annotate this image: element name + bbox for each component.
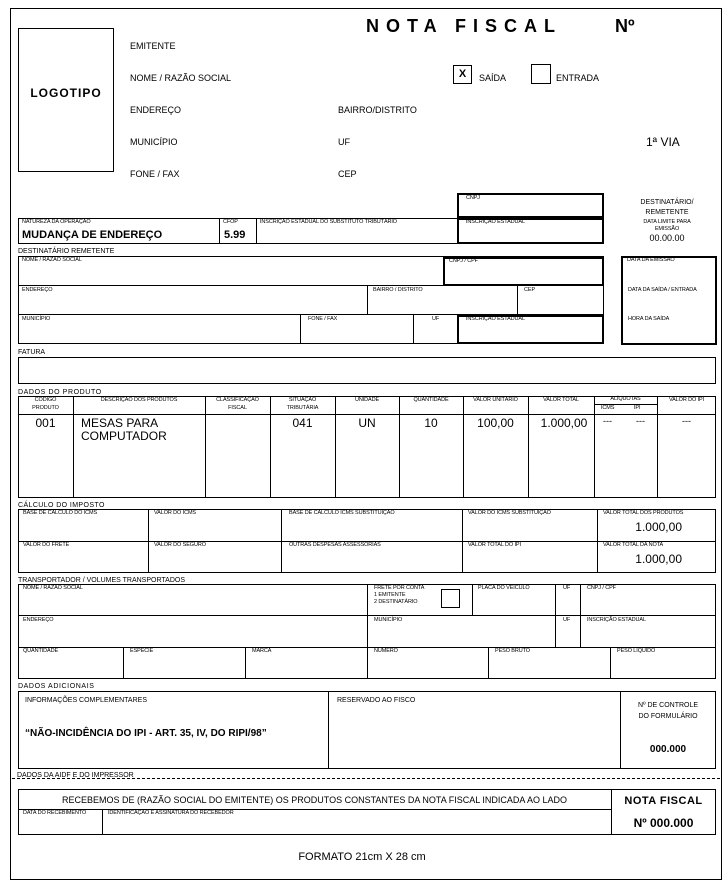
cep-label: CEP	[338, 169, 357, 179]
transp-endereco-label: ENDEREÇO	[23, 617, 54, 623]
data-recebimento-label: DATA DO RECEBIMENTO	[23, 810, 87, 816]
ie-subst-label: INSCRIÇÃO ESTADUAL DO SUBSTITUTO TRIBUTÁRIO	[260, 219, 397, 225]
dest-title-2: REMETENTE	[645, 209, 689, 216]
item-valor-ipi: ---	[682, 416, 691, 426]
col-vunit-h: VALOR UNITÁRIO	[473, 397, 518, 403]
col-icms-h: ICMS	[601, 405, 615, 411]
dest-nome-label: NOME / RAZÃO SOCIAL	[22, 257, 82, 263]
adicionais-section-title: DADOS ADICIONAIS	[18, 683, 95, 690]
recebemos-text: RECEBEMOS DE (RAZÃO SOCIAL DO EMITENTE) OS PRODUTOS CONSTANTES DA NOTA FISCAL INDICADA AO LADO	[62, 795, 567, 805]
endereco-label: ENDEREÇO	[130, 105, 182, 115]
base-subst-label: BASE DE CÁLCULO ICMS SUBSTITUIÇÃO	[289, 510, 395, 516]
data-limite-label-2: EMISSÃO	[654, 226, 680, 232]
transp-uf2-label: UF	[563, 617, 571, 623]
logo-box	[18, 28, 114, 172]
transp-ie-label: INSCRIÇÃO ESTADUAL	[587, 617, 646, 623]
col-vtotal-h: VALOR TOTAL	[543, 397, 579, 403]
doc-number-label: Nº	[615, 16, 635, 36]
especie-label: ESPÉCIE	[130, 648, 154, 654]
dest-municipio-label: MUNICÍPIO	[22, 316, 51, 322]
via-label: 1ª VIA	[646, 135, 680, 149]
col-class-h1: CLASSIFICAÇÃO	[216, 397, 259, 403]
hora-saida-label: HORA DA SAÍDA	[628, 316, 670, 322]
col-sit-h1: SITUAÇÃO	[288, 397, 317, 403]
doc-title: NOTA FISCAL	[366, 16, 562, 36]
fatura-section-title: FATURA	[18, 349, 46, 356]
dest-cnpj-label: CNPJ / CPF	[449, 258, 478, 264]
frete-label: VALOR DO FRETE	[23, 542, 70, 548]
item-codigo: 001	[35, 416, 56, 430]
cnpj-emitente-label: CNPJ	[466, 195, 480, 201]
cfop-value: 5.99	[224, 229, 246, 241]
identificacao-recebedor-label: IDENTIFICAÇÃO E ASSINATURA DO RECEBEDOR	[108, 810, 234, 816]
dest-ie-label: INSCRIÇÃO ESTADUAL	[466, 316, 525, 322]
datas-box	[621, 256, 717, 345]
canhoto-nf-title: NOTA FISCAL	[624, 795, 703, 807]
emitente-label: EMITENTE	[130, 41, 176, 51]
natureza-value: MUDANÇA DE ENDEREÇO	[22, 229, 163, 241]
municipio-label: MUNICÍPIO	[130, 137, 178, 147]
cut-line	[12, 778, 720, 779]
item-desc-2: COMPUTADOR	[81, 429, 167, 443]
destinatario-section-title: DESTINATÁRIO REMETENTE	[18, 248, 115, 255]
total-produtos-value: 1.000,00	[635, 520, 682, 534]
natureza-label: NATUREZA DA OPERAÇÃO	[22, 219, 91, 225]
info-complementares-text: “NÃO-INCIDÊNCIA DO IPI - ART. 35, IV, DO RIPI/98”	[25, 728, 267, 739]
col-unidade-h: UNIDADE	[354, 397, 380, 403]
col-aliq-h: ALÍQUOTAS	[610, 396, 641, 402]
transp-cnpj-label: CNPJ / CPF	[587, 585, 616, 591]
data-emissao-label: DATA DA EMISSÃO	[627, 257, 675, 263]
transp-uf-label: UF	[563, 585, 571, 591]
marca-label: MARCA	[252, 648, 272, 654]
col-desc-h: DESCRIÇÃO DOS PRODUTOS	[100, 397, 178, 403]
bairro-label: BAIRRO/DISTRITO	[338, 105, 417, 115]
frete-emitente-label: 1 EMITENTE	[374, 592, 406, 598]
col-codigo-h2: PRODUTO	[32, 405, 59, 411]
placa-label: PLACA DO VEÍCULO	[478, 585, 530, 591]
transp-municipio-label: MUNICÍPIO	[374, 617, 403, 623]
col-sit-h2: TRIBUTÁRIA	[286, 405, 319, 411]
data-limite-label-1: DATA LIMITE PARA	[643, 219, 691, 225]
produtos-section-title: DADOS DO PRODUTO	[18, 389, 102, 396]
col-qtd-h: QUANTIDADE	[413, 397, 449, 403]
col-ipi-h: IPI	[634, 405, 641, 411]
total-produtos-label: VALOR TOTAL DOS PRODUTOS	[603, 510, 684, 516]
total-nota-label: VALOR TOTAL DA NOTA	[603, 542, 664, 548]
item-quantidade: 10	[424, 416, 438, 430]
frete-conta-label: FRETE POR CONTA	[374, 585, 425, 591]
controle-label-2: DO FORMULÁRIO	[638, 713, 698, 720]
dest-fone-label: FONE / FAX	[308, 316, 338, 322]
item-situacao: 041	[292, 416, 313, 430]
entrada-label: ENTRADA	[556, 73, 600, 83]
controle-value: 000.000	[649, 744, 687, 755]
transp-nome-label: NOME / RAZÃO SOCIAL	[23, 585, 83, 591]
formato-label: FORMATO 21cm X 28 cm	[298, 851, 426, 863]
aidf-impressor-label: DADOS DA AIDF E DO IMPRESSOR	[17, 772, 134, 779]
entrada-checkbox[interactable]	[531, 64, 551, 84]
imposto-section-title: CÁLCULO DO IMPOSTO	[18, 502, 105, 509]
total-nota-value: 1.000,00	[635, 552, 682, 566]
outras-label: OUTRAS DESPESAS ASSESSÓRIAS	[289, 542, 381, 548]
frete-checkbox[interactable]	[441, 589, 460, 608]
canhoto-nf-numero: Nº 000.000	[633, 816, 694, 830]
peso-bruto-label: PESO BRUTO	[495, 648, 530, 654]
logo-placeholder: LOGOTIPO	[30, 86, 102, 100]
item-unidade: UN	[358, 416, 376, 430]
valor-subst-label: VALOR DO ICMS SUBSTITUIÇÃO	[468, 510, 551, 516]
fatura-box	[18, 357, 716, 384]
frete-destinatario-label: 2 DESTINATÁRIO	[374, 599, 418, 605]
dest-bairro-label: BAIRRO / DISTRITO	[373, 287, 423, 293]
uf-label: UF	[338, 137, 350, 147]
reservado-fisco-label: RESERVADO AO FISCO	[337, 697, 416, 704]
item-icms: ---	[603, 416, 612, 426]
dest-endereco-label: ENDEREÇO	[22, 287, 53, 293]
cfop-label: CFOP	[223, 219, 238, 225]
saida-check-mark: X	[458, 68, 467, 80]
controle-label-1: Nº DE CONTROLE	[637, 702, 699, 709]
info-complementares-label: INFORMAÇÕES COMPLEMENTARES	[25, 697, 147, 704]
item-desc-1: MESAS PARA	[81, 416, 159, 430]
transportador-section-title: TRANSPORTADOR / VOLUMES TRANSPORTADOS	[18, 577, 185, 584]
quantidade-label: QUANTIDADE	[23, 648, 59, 654]
numero-label: NÚMERO	[374, 648, 398, 654]
item-valor-unit: 100,00	[477, 416, 514, 430]
col-codigo-h1: CÓDIGO	[34, 397, 57, 403]
dest-title-1: DESTINATÁRIO/	[640, 199, 694, 206]
data-limite-value: 00.00.00	[649, 233, 685, 243]
col-vipi-h: VALOR DO IPI	[668, 397, 705, 403]
valor-icms-label: VALOR DO ICMS	[154, 510, 196, 516]
dest-cep-label: CEP	[524, 287, 536, 293]
fone-label: FONE / FAX	[130, 169, 180, 179]
nome-razao-label: NOME / RAZÃO SOCIAL	[130, 73, 232, 83]
seguro-label: VALOR DO SEGURO	[154, 542, 206, 548]
peso-liquido-label: PESO LÍQUIDO	[617, 648, 656, 654]
item-ipi: ---	[636, 416, 645, 426]
total-ipi-label: VALOR TOTAL DO IPI	[468, 542, 521, 548]
col-class-h2: FISCAL	[228, 405, 247, 411]
ie-label: INSCRIÇÃO ESTADUAL	[466, 219, 525, 225]
base-icms-label: BASE DE CÁLCULO DO ICMS	[23, 510, 98, 516]
saida-label: SAÍDA	[479, 73, 507, 83]
item-valor-total: 1.000,00	[540, 416, 588, 430]
data-saida-label: DATA DA SAÍDA / ENTRADA	[628, 287, 697, 293]
dest-uf-label: UF	[432, 316, 440, 322]
